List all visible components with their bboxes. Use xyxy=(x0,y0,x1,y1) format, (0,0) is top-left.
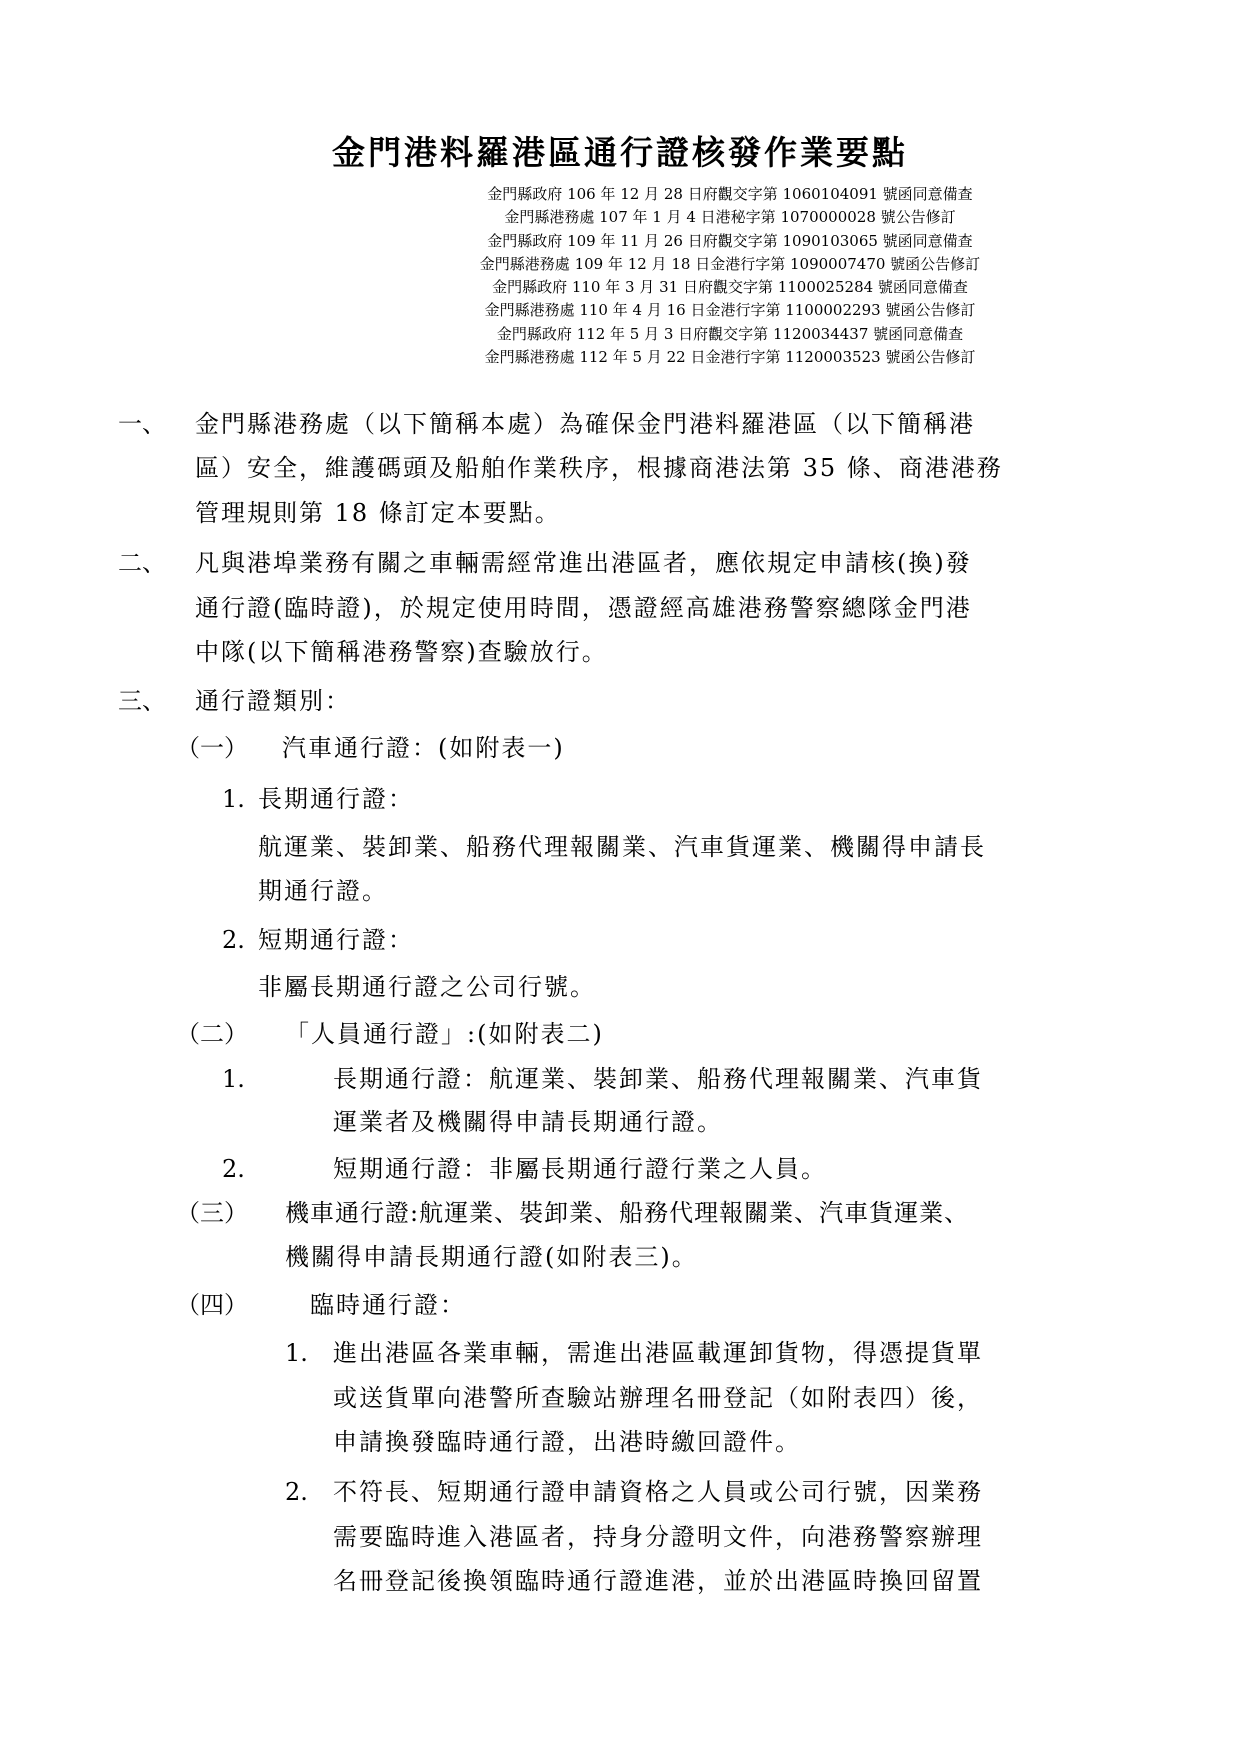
subsection-1-marker: （一） xyxy=(176,734,248,762)
section-3-marker: 三、 xyxy=(118,687,166,715)
subsection-3-line: 機關得申請長期通行證(如附表三)。 xyxy=(285,1243,698,1271)
item-line: 短期通行證：非屬長期通行證行業之人員。 xyxy=(333,1155,827,1183)
item-marker: 1. xyxy=(285,1339,308,1367)
item-line: 非屬長期通行證之公司行號。 xyxy=(258,973,596,1001)
item-heading: 長期通行證： xyxy=(258,785,414,813)
revision-line: 金門縣政府 109 年 11 月 26 日府觀交字第 1090103065 號函同意備查 xyxy=(487,231,973,250)
item-line: 需要臨時進入港區者，持身分證明文件，向港務警察辦理 xyxy=(333,1523,983,1551)
section-1-line: 管理規則第 18 條訂定本要點。 xyxy=(195,499,561,527)
section-1-marker: 一、 xyxy=(118,410,166,438)
revision-line: 金門縣政府 106 年 12 月 28 日府觀交字第 1060104091 號函同意備查 xyxy=(487,185,973,203)
item-line: 名冊登記後換領臨時通行證進港，並於出港區時換回留置 xyxy=(333,1567,983,1595)
revision-line: 金門縣港務處 110 年 4 月 16 日金港行字第 1100002293 號函公告修訂 xyxy=(484,301,976,320)
subsection-1-heading: 汽車通行證：(如附表一) xyxy=(282,734,565,762)
item-marker: 1. xyxy=(222,1065,245,1093)
item-marker: 1. xyxy=(222,785,245,813)
document-title: 金門港料羅港區通行證核發作業要點 xyxy=(332,133,908,172)
item-line: 申請換發臨時通行證，出港時繳回證件。 xyxy=(333,1428,801,1456)
subsection-4-marker: （四） xyxy=(176,1291,248,1319)
section-1-line: 區）安全，維護碼頭及船舶作業秩序，根據商港法第 35 條、商港港務 xyxy=(195,454,1003,482)
revision-history xyxy=(410,183,1050,369)
item-line: 航運業、裝卸業、船務代理報關業、汽車貨運業、機關得申請長 xyxy=(258,833,986,861)
item-line: 進出港區各業車輛，需進出港區載運卸貨物，得憑提貨單 xyxy=(333,1339,983,1367)
item-heading: 短期通行證： xyxy=(258,926,414,954)
item-marker: 2. xyxy=(285,1478,308,1506)
section-2-marker: 二、 xyxy=(118,549,166,577)
revision-line: 金門縣港務處 107 年 1 月 4 日港秘字第 1070000028 號公告修訂 xyxy=(504,208,956,227)
revision-line: 金門縣政府 110 年 3 月 31 日府觀交字第 1100025284 號函同意備查 xyxy=(492,278,968,297)
item-line: 運業者及機關得申請長期通行證。 xyxy=(333,1108,723,1136)
subsection-3-marker: （三） xyxy=(176,1199,248,1227)
section-1-line: 金門縣港務處（以下簡稱本處）為確保金門港料羅港區（以下簡稱港 xyxy=(195,410,975,438)
item-line: 長期通行證：航運業、裝卸業、船務代理報關業、汽車貨 xyxy=(333,1065,983,1093)
item-line: 不符長、短期通行證申請資格之人員或公司行號，因業務 xyxy=(333,1478,983,1506)
item-line: 或送貨單向港警所查驗站辦理名冊登記（如附表四）後， xyxy=(333,1384,983,1412)
revision-line: 金門縣政府 112 年 5 月 3 日府觀交字第 1120034437 號函同意備查 xyxy=(496,324,964,343)
subsection-3-line: 機車通行證:航運業、裝卸業、船務代理報關業、汽車貨運業、 xyxy=(285,1199,970,1227)
revision-line: 金門縣港務處 112 年 5 月 22 日金港行字第 1120003523 號函公告修訂 xyxy=(484,348,976,367)
revision-line: 金門縣港務處 109 年 12 月 18 日金港行字第 1090007470 號函公告修訂 xyxy=(479,254,981,273)
section-2-line: 通行證(臨時證)，於規定使用時間，憑證經高雄港務警察總隊金門港 xyxy=(195,594,972,622)
item-line: 期通行證。 xyxy=(258,877,388,905)
section-2-line: 中隊(以下簡稱港務警察)查驗放行。 xyxy=(195,638,608,666)
subsection-2-marker: （二） xyxy=(176,1020,248,1048)
section-2-line: 凡與港埠業務有關之車輛需經常進出港區者，應依規定申請核(換)發 xyxy=(195,549,972,577)
subsection-2-heading: 「人員通行證」:(如附表二) xyxy=(285,1020,604,1048)
section-3-heading: 通行證類別： xyxy=(195,687,351,715)
item-marker: 2. xyxy=(222,1155,245,1183)
item-marker: 2. xyxy=(222,926,245,954)
subsection-4-heading: 臨時通行證： xyxy=(310,1291,466,1319)
